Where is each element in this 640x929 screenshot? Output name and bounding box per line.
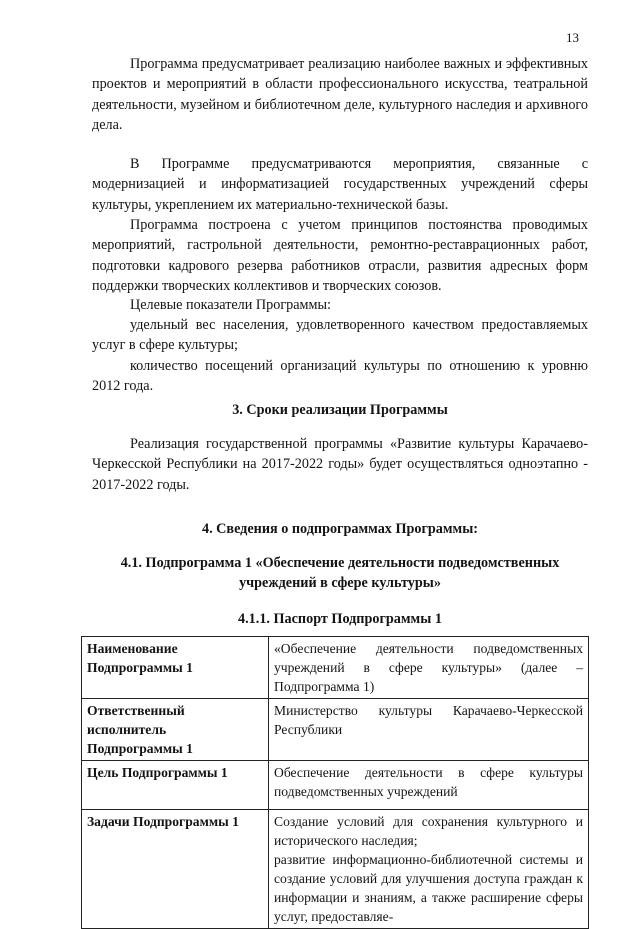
- table-row: [82, 637, 589, 699]
- section-4-heading: 4. Сведения о подпрограммах Программы:: [201, 521, 479, 537]
- paragraph-indicator-visits: количество посещений организаций культуры по отношению к уровню 2012 года.: [92, 358, 588, 395]
- row-value-line: Обеспечение деятельности в сфере культуры подведомственных учреждений: [274, 765, 583, 799]
- paragraph-program-scope: Программа предусматривает реализацию наиболее важных и эффективных проектов и мероприятий в области профессионального искусства, театральной деятельности, музейном и библиотечном деле, культурного наследия и архивного дела.: [92, 56, 588, 133]
- paragraph-indicator-satisfaction: удельный вес населения, удовлетворенного качеством предоставляемых услуг в сфере культуры;: [92, 317, 588, 354]
- section-3-heading: 3. Сроки реализации Программы: [232, 402, 448, 418]
- row-label: Задачи Подпрограммы 1: [82, 810, 269, 929]
- row-value: [269, 637, 589, 699]
- table-row: [82, 810, 589, 929]
- table-row: [82, 761, 589, 810]
- paragraph-principles: Программа построена с учетом принципов постоянства проводимых мероприятий, гастрольной деятельности, ремонтно-реставрационных работ, подготовки кадрового резерва работников отрасли, развития адресных форм поддержки творческих коллективов и творческих союзов.: [92, 217, 588, 294]
- passport-heading: 4.1.1. Паспорт Подпрограммы 1: [238, 611, 442, 627]
- subprogram-1-heading-line-2: учреждений в сфере культуры»: [239, 575, 441, 591]
- row-label: Цель Подпрограммы 1: [82, 761, 269, 810]
- passport-table: [81, 636, 589, 929]
- row-value: [269, 761, 589, 810]
- page-number: 13: [566, 30, 579, 45]
- row-value-line: «Обеспечение деятельности подведомственных учреждений в сфере культуры» (далее – Подпрограмма 1): [274, 641, 583, 694]
- row-value: [269, 699, 589, 761]
- row-value: [269, 810, 589, 929]
- row-label: Наименование Подпрограммы 1: [82, 637, 269, 699]
- row-value-line: Министерство культуры Карачаево-Черкесской Республики: [274, 703, 583, 737]
- row-value-line: развитие информационно-библиотечной системы и создание условий для улучшения доступа граждан к информации и знаниям, а также расширение сферы услуг, предоставляе-: [274, 852, 583, 924]
- table-row: [82, 699, 589, 761]
- paragraph-modernization: В Программе предусматриваются мероприятия, связанные с модернизацией и информатизацией государственных учреждений сферы культуры, укреплением их материально-технической базы.: [92, 156, 588, 213]
- section-3-text: Реализация государственной программы «Развитие культуры Карачаево-Черкесской Республики на 2017-2022 годы» будет осуществляться одноэтапно - 2017-2022 годы.: [92, 436, 588, 493]
- row-label: Ответственный исполнитель Подпрограммы 1: [82, 699, 269, 761]
- row-value-line: Создание условий для сохранения культурного и исторического наследия;: [274, 814, 583, 848]
- paragraph-target-indicators: Целевые показатели Программы:: [130, 297, 331, 313]
- subprogram-1-heading-line-1: 4.1. Подпрограмма 1 «Обеспечение деятельности подведомственных: [120, 555, 560, 571]
